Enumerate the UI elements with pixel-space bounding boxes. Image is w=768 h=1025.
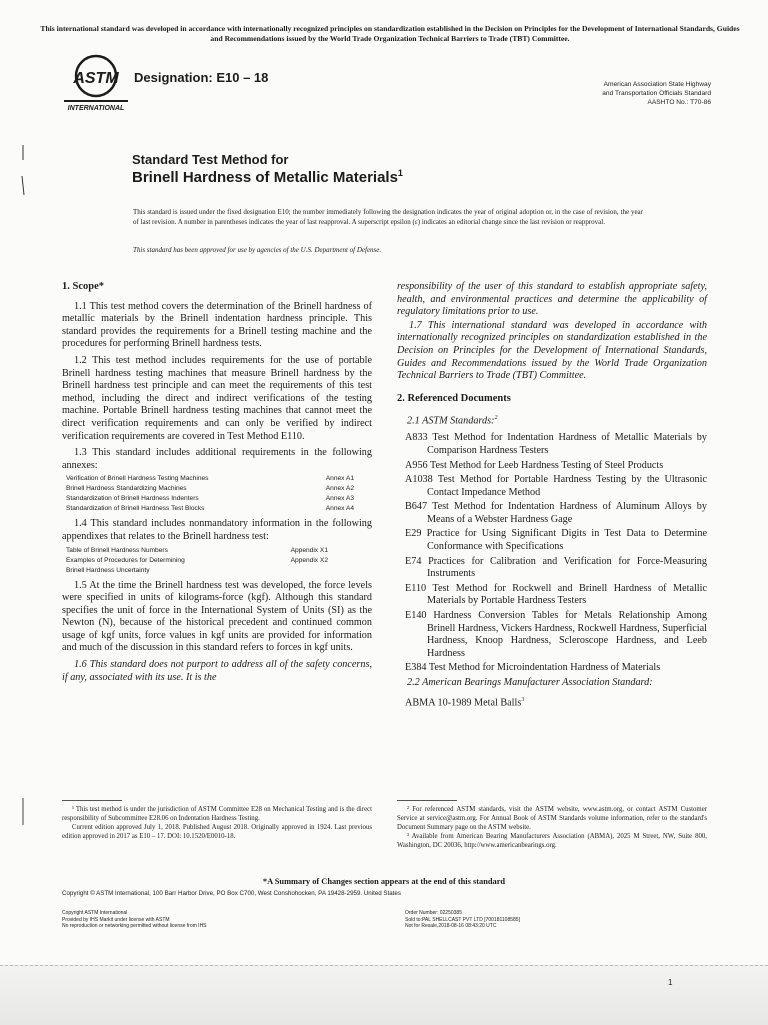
license-line: No reproduction or networking permitted without license from IHS <box>62 923 207 930</box>
license-line: Copyright ASTM International <box>62 910 128 916</box>
reference-title: Test Method for Indentation Hardness of Metallic Materials by Comparison Hardness Testers <box>427 432 707 456</box>
appendix-ref: Appendix X2 <box>290 556 328 564</box>
aashto-number: AASHTO No.: T70-86 <box>647 99 711 106</box>
reference-title: Test Method for Portable Hardness Testing by the Ultrasonic Contact Impedance Method <box>427 474 707 498</box>
order-line: Not for Resale,2018-08-16 08:43:20 UTC <box>405 923 497 930</box>
footnote-1: ¹ This test method is under the jurisdiction of ASTM Committee E28 on Mechanical Testing and is the direct responsibility of Subcommittee E28.06 on Indentation Hardness Testing. <box>62 806 372 822</box>
svg-text:ASTM: ASTM <box>73 70 119 87</box>
order-line: Sold to:PAL SHELLCAST PVT LTD [700181108585] <box>405 916 520 923</box>
appendix-list <box>62 546 372 576</box>
copyright-line: Copyright © ASTM International, 100 Barr Harbor Drive, PO Box C700, West Conshohocken, PA 19428-2959. United States <box>62 890 401 897</box>
dod-approval-note: This standard has been approved for use by agencies of the U.S. Department of Defense. <box>133 246 382 254</box>
reference-item <box>405 474 707 499</box>
paragraph-1-6: 1.6 This standard does not purport to address all of the safety concerns, if any, associated with its use. It is the <box>62 659 372 683</box>
reference-item <box>405 556 707 581</box>
scan-edge-mark <box>16 795 30 855</box>
annex-row <box>62 494 372 504</box>
aashto-line: American Association State Highway <box>603 81 711 88</box>
abma-standards-subheading: 2.2 American Bearings Manufacturer Association Standard: <box>407 677 653 689</box>
footnote-ref: 3 <box>521 696 525 703</box>
title-line-2: Brinell Hardness of Metallic Materials <box>132 169 398 186</box>
scan-bottom-margin <box>0 965 768 1025</box>
reference-item <box>405 528 707 553</box>
appendix-title: Table of Brinell Hardness Numbers <box>66 546 168 554</box>
reference-code[interactable]: E110 <box>405 582 427 594</box>
annex-ref: Annex A2 <box>325 485 354 493</box>
left-column <box>62 281 372 688</box>
annex-ref: Annex A1 <box>325 475 354 483</box>
issued-note: This standard is issued under the fixed designation E10; the number immediately following the designation indicates the year of original adoption or, in the case of revision, the year of last revision. A number in parentheses indicates the year of last reapproval. A superscript epsilon (ε) indicates an editorial change since the last revision or reapproval. <box>133 208 643 226</box>
reference-item <box>405 610 707 660</box>
annex-title: Standardization of Brinell Hardness Test Blocks <box>66 505 205 513</box>
reference-item <box>405 583 707 608</box>
scan-edge-mark <box>16 140 30 200</box>
title-footnote-ref: 1 <box>397 168 403 178</box>
summary-of-changes-note: *A Summary of Changes section appears at the end of this standard <box>262 877 506 886</box>
paragraph-1-2: 1.2 This test method includes requirements for the use of portable Brinell hardness testing machines that measure Brinell hardness by the Brinell hardness test principle and can meet the requirements of this test method, including the direct and indirect verifications of the testing machine. Portable Brinell hardness testing machines that cannot meet the direct verification requirements and can only be verified by indirect verification requirements are covered in Test Method E110. <box>62 354 372 442</box>
footnotes-left <box>62 805 372 841</box>
tbt-notice: This international standard was developed in accordance with internationally recognized principles on standardization established in the Decision on Principles for the Development of International Standards, Guides and Recommendations issued by the World Trade Organization Technical Barriers to Trade (TBT) Committee. <box>40 24 740 43</box>
aashto-standard <box>511 80 711 107</box>
reference-code[interactable]: E384 <box>405 662 427 674</box>
annex-row <box>62 484 372 494</box>
page-number: 1 <box>668 978 673 987</box>
footnote-1-edition: Current edition approved July 1, 2018. Published August 2018. Originally approved in 1924. Last previous edition approved in 2017 as E10 – 17. DOI: 10.1520/E0010-18. <box>62 824 372 840</box>
footnote-3: ³ Available from American Bearing Manufacturers Association (ABMA), 2025 M Street, NW, Suite 800, Washington, DC 20036, http://www.americanbearings.org. <box>397 833 707 849</box>
reference-item <box>405 460 707 473</box>
section-heading-scope: 1. Scope* <box>62 281 104 292</box>
paragraph-1-5: 1.5 At the time the Brinell hardness test was developed, the force levels were specified in units of kilograms-force (kgf). Although this standard specifies the unit of force in the International System of Units (SI) as the Newton (N), because of the historical precedent and continued common usage of kgf units, force values in kgf units are provided for information and much of the discussion in this standard refers to forces in kgf units. <box>62 579 372 654</box>
designation: Designation: E10 – 18 <box>134 70 269 85</box>
paragraph-1-7: 1.7 This international standard was developed in accordance with internationally recognized principles on standardization established in the Decision on Principles for the Development of International Standards, Guides and Recommendations issued by the World Trade Organization Technical Barriers to Trade (TBT) Committee. <box>397 319 707 382</box>
subheading-text: 2.1 ASTM Standards: <box>407 415 495 427</box>
reference-title: Test Method for Indentation Hardness of Aluminum Alloys by Means of a Webster Hardness Gage <box>427 501 707 525</box>
order-line: Order Number: 02250385 <box>405 910 462 916</box>
aashto-line: and Transportation Officials Standard <box>602 90 711 97</box>
reference-item <box>405 432 707 457</box>
reference-code[interactable]: A956 <box>405 459 428 471</box>
annex-title: Standardization of Brinell Hardness Indenters <box>66 495 199 503</box>
annex-title: Verification of Brinell Hardness Testing Machines <box>66 475 209 483</box>
reference-title: Test Method for Rockwell and Brinell Hardness of Metallic Materials by Portable Hardness Testers <box>427 582 707 607</box>
reference-code[interactable]: A1038 <box>405 474 433 486</box>
appendix-title: Brinell Hardness Uncertainty <box>66 566 150 574</box>
reference-title: Practices for Calibration and Verification for Force-Measuring Instruments <box>427 555 707 580</box>
appendix-row <box>62 546 372 556</box>
footnote-rule <box>62 800 122 801</box>
annex-ref: Annex A4 <box>325 505 354 513</box>
reference-title: Hardness Conversion Tables for Metals Relationship Among Brinell Hardness, Vickers Hardness, Rockwell Hardness, Superficial Hardness, Knoop Hardness, Scleroscope Hardness, and Leeb Hardness <box>427 610 707 659</box>
paragraph-1-6-continued: responsibility of the user of this standard to establish appropriate safety, health, and environmental practices and determine the applicability of regulatory limitations prior to use. <box>397 281 707 318</box>
footnotes-right <box>397 805 707 850</box>
annex-list <box>62 474 372 514</box>
appendix-ref: Appendix X1 <box>290 546 328 554</box>
reference-code[interactable]: B647 <box>405 501 428 513</box>
reference-title: Practice for Using Significant Digits in Test Data to Determine Conformance with Specifications <box>426 528 708 553</box>
appendix-title: Examples of Procedures for Determining <box>66 556 185 564</box>
right-column <box>397 281 707 710</box>
svg-text:INTERNATIONAL: INTERNATIONAL <box>67 105 125 112</box>
annex-ref: Annex A3 <box>325 495 354 503</box>
reference-title: Test Method for Leeb Hardness Testing of Steel Products <box>430 459 664 471</box>
section-heading-references: 2. Referenced Documents <box>397 392 511 404</box>
footnote-2: ² For referenced ASTM standards, visit the ASTM website, www.astm.org, or contact ASTM Customer Service at service@astm.org. For Annual Book of ASTM Standards volume information, refer to the standard's Document Summary page on the ASTM website. <box>397 806 707 831</box>
document-title <box>132 168 403 186</box>
paragraph-1-4: 1.4 This standard includes nonmandatory information in the following appendixes that relates to the Brinell hardness test: <box>62 518 372 542</box>
appendix-row <box>62 566 372 576</box>
astm-reference-list <box>397 432 707 675</box>
annex-row <box>62 474 372 484</box>
license-line: Provided by IHS Markit under license with ASTM <box>62 916 170 923</box>
abma-reference <box>397 694 707 710</box>
license-stamp <box>62 910 362 930</box>
reference-title: Test Method for Microindentation Hardness of Materials <box>428 662 661 674</box>
astm-international-logo-icon <box>62 52 132 116</box>
reference-code[interactable]: E140 <box>405 610 427 622</box>
reference-item <box>405 662 707 675</box>
reference-code[interactable]: E29 <box>405 528 422 540</box>
annex-row <box>62 504 372 514</box>
paragraph-1-1: 1.1 This test method covers the determination of the Brinell hardness of metallic materials by the Brinell indentation hardness principle. This standard provides the requirements for a Brinell testing machine and the procedures for performing Brinell hardness tests. <box>62 300 372 350</box>
annex-title: Brinell Hardness Standardizing Machines <box>66 485 187 493</box>
reference-code[interactable]: E74 <box>405 555 422 567</box>
appendix-row <box>62 556 372 566</box>
astm-standards-subheading <box>397 412 707 428</box>
reference-code[interactable]: A833 <box>405 432 428 444</box>
footnote-ref: 2 <box>494 415 498 422</box>
astm-logo <box>62 52 132 116</box>
order-stamp <box>405 910 705 930</box>
reference-title: ABMA 10-1989 Metal Balls <box>405 697 522 708</box>
reference-item <box>405 501 707 526</box>
paragraph-1-3: 1.3 This standard includes additional requirements in the following annexes: <box>62 447 372 471</box>
footnote-rule <box>397 800 457 801</box>
title-line-1: Standard Test Method for <box>132 152 289 167</box>
